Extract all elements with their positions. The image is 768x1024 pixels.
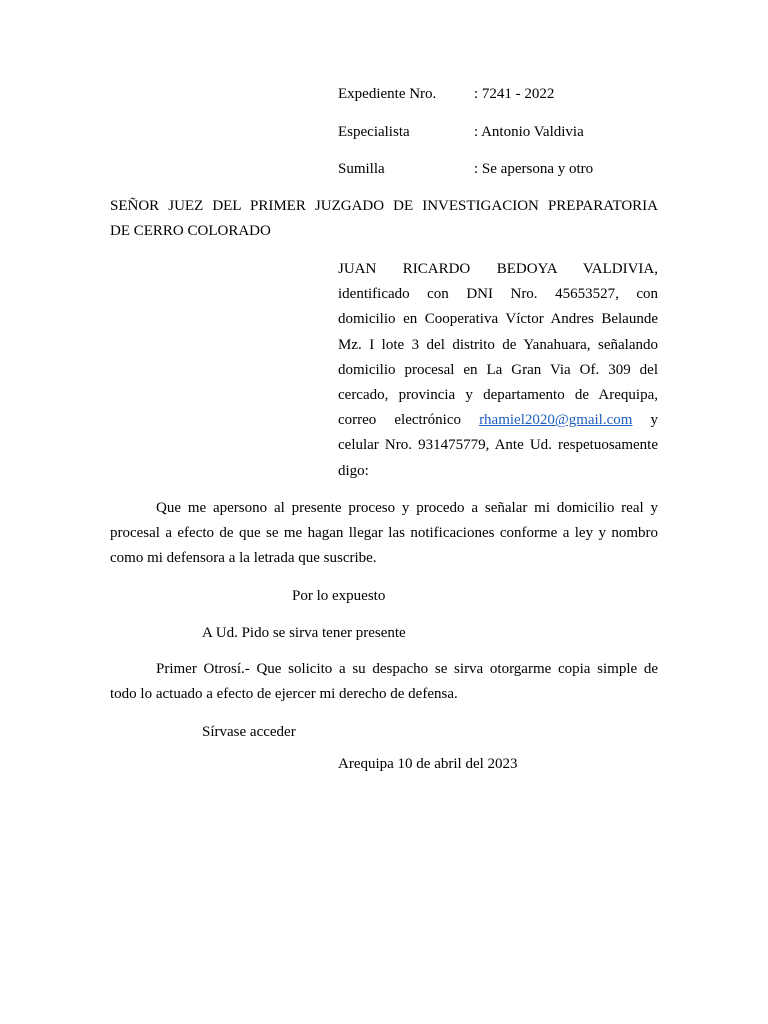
especialista-value: : Antonio Valdivia: [474, 124, 584, 140]
party-line: celular Nro. 931475779, Ante Ud. respetuosamente: [338, 437, 658, 454]
addressee-line-1: SEÑOR JUEZ DEL PRIMER JUZGADO DE INVESTIGACION PREPARATORIA: [110, 198, 658, 214]
expediente-label: Expediente Nro.: [338, 86, 437, 102]
header-row-sumilla: [338, 159, 658, 179]
paragraph-line: [110, 496, 658, 521]
party-email-line: [338, 408, 658, 433]
header-row-especialista: [338, 122, 658, 142]
por-lo-expuesto: Por lo expuesto: [292, 588, 386, 604]
addressee-line-2: DE CERRO COLORADO: [110, 223, 271, 239]
pido-statement: A Ud. Pido se sirva tener presente: [202, 625, 406, 641]
party-line: domicilio procesal en La Gran Via Of. 309 del: [338, 361, 658, 378]
paragraph-line: [110, 657, 658, 682]
paragraph-text: Que me apersono al presente proceso y procedo a señalar mi domicilio real y: [156, 500, 658, 516]
email-suffix: y: [650, 412, 658, 429]
paragraph-line: todo lo actuado a efecto de ejercer mi derecho de defensa.: [110, 686, 458, 702]
paragraph-apersono: [110, 496, 658, 571]
especialista-label: Especialista: [338, 124, 410, 140]
party-line: identificado con DNI Nro. 45653527, con: [338, 286, 658, 303]
party-line: domicilio en Cooperativa Víctor Andres Belaunde: [338, 311, 658, 328]
sumilla-value: : Se apersona y otro: [474, 161, 594, 177]
party-line: JUAN RICARDO BEDOYA VALDIVIA,: [338, 261, 658, 277]
sirvase-acceder: Sírvase acceder: [202, 724, 296, 740]
party-closing: digo:: [338, 462, 369, 479]
party-identification: [338, 257, 658, 484]
addressee: [110, 194, 658, 244]
expediente-value: : 7241 - 2022: [474, 86, 555, 102]
header-row-expediente: [338, 84, 658, 104]
sumilla-label: Sumilla: [338, 161, 385, 177]
party-line: Mz. I lote 3 del distrito de Yanahuara, señalando: [338, 336, 658, 353]
paragraph-text: Primer Otrosí.- Que solicito a su despacho se sirva otorgarme copia simple de: [156, 661, 658, 677]
place-date: Arequipa 10 de abril del 2023: [338, 756, 518, 772]
paragraph-otrosi: [110, 657, 658, 707]
party-line: cercado, provincia y departamento de Arequipa,: [338, 386, 658, 403]
email-link[interactable]: rhamiel2020@gmail.com: [479, 412, 633, 429]
email-prefix: correo electrónico: [338, 412, 461, 429]
paragraph-line: procesal a efecto de que se me hagan llegar las notificaciones conforme a ley y nombro: [110, 525, 658, 541]
paragraph-line: como mi defensora a la letrada que suscribe.: [110, 550, 377, 566]
